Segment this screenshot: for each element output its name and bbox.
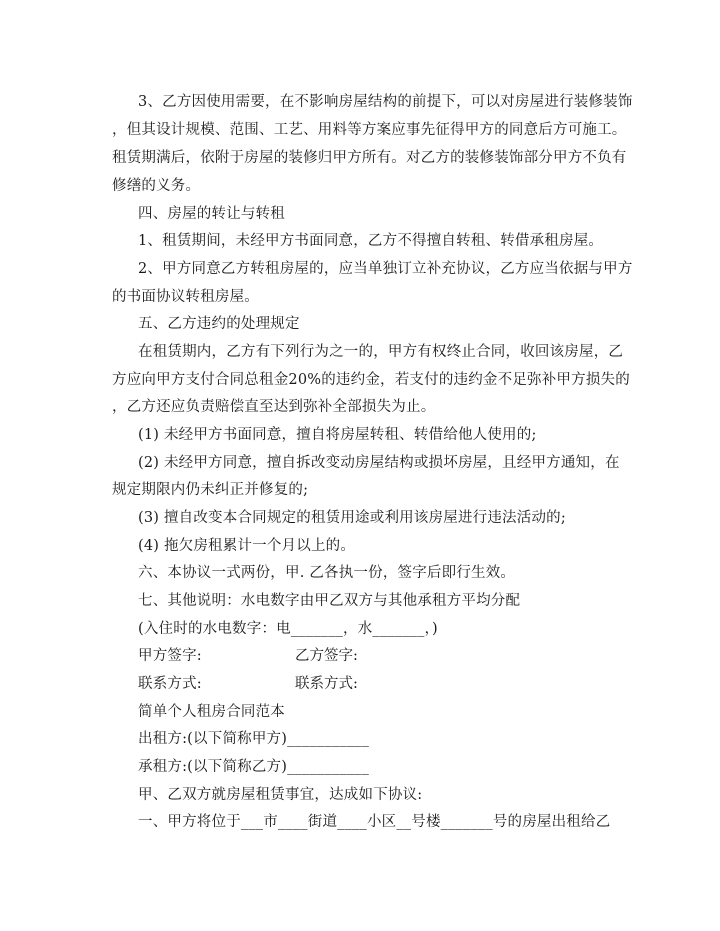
paragraph-line: 规定期限内仍未纠正并修复的; [112, 482, 309, 498]
paragraph-line: 租赁期满后，依附于房屋的装修归甲方所有。对乙方的装修装饰部分甲方不负有 [112, 150, 627, 166]
section-heading: 六、本协议一式两份，甲. 乙各执一份，签字后即行生效。 [138, 565, 516, 581]
party-a-contact-label: 联系方式: [138, 676, 202, 692]
section-heading: 五、乙方违约的处理规定 [138, 316, 300, 332]
list-item: (4) 拖欠房租累计一个月以上的。 [138, 538, 356, 554]
paragraph-line: ，但其设计规模、范围、工艺、用料等方案应事先征得甲方的同意后方可施工。 [112, 122, 627, 138]
paragraph-line: 修缮的义务。 [112, 178, 201, 194]
section-heading: 七、其他说明：水电数字由甲乙双方与其他承租方平均分配 [138, 593, 521, 609]
party-b-sign-label: 乙方签字: [295, 648, 358, 664]
list-item: (1) 未经甲方书面同意，擅自将房屋转租、转借给他人使用的; [138, 427, 537, 443]
list-item: (3) 擅自改变本合同规定的租赁用途或利用该房屋进行违法活动的; [138, 510, 566, 526]
paragraph-line: 3、乙方因使用需要，在不影响房屋结构的前提下，可以对房屋进行装修装饰 [138, 94, 633, 110]
list-item: (2) 未经甲方同意，擅自拆改变动房屋结构或损坏房屋，且经甲方通知，在 [138, 455, 620, 471]
party-a-sign-label: 甲方签字: [138, 648, 202, 664]
paragraph-line: 在租赁期内，乙方有下列行为之一的，甲方有权终止合同，收回该房屋，乙 [138, 344, 624, 360]
paragraph-line: 2、甲方同意乙方转租房屋的，应当单独订立补充协议，乙方应当依据与甲方 [138, 261, 633, 277]
section-heading: 四、房屋的转让与转租 [138, 206, 285, 222]
lessor-line: 出租方:(以下简称甲方)___________ [138, 731, 370, 747]
paragraph-line: 方应向甲方支付合同总租金20%的违约金，若支付的违约金不足弥补甲方损失的 [112, 372, 630, 388]
template-title: 简单个人租房合同范本 [138, 704, 285, 720]
paragraph-line: 1、租赁期间，未经甲方书面同意，乙方不得擅自转租、转借承租房屋。 [138, 233, 604, 249]
paragraph-line: (入住时的水电数字：电_______，水_______，) [138, 621, 438, 637]
party-b-contact-label: 联系方式: [295, 676, 358, 692]
agreement-intro: 甲、乙双方就房屋租赁事宜，达成如下协议: [138, 787, 423, 803]
lessee-line: 承租方:(以下简称乙方)___________ [138, 759, 370, 775]
clause-one: 一、甲方将位于___市____街道____小区__号楼_______号的房屋出租给乙 [138, 814, 611, 830]
paragraph-line: 的书面协议转租房屋。 [112, 289, 259, 305]
paragraph-line: ，乙方还应负责赔偿直至达到弥补全部损失为止。 [112, 399, 436, 415]
